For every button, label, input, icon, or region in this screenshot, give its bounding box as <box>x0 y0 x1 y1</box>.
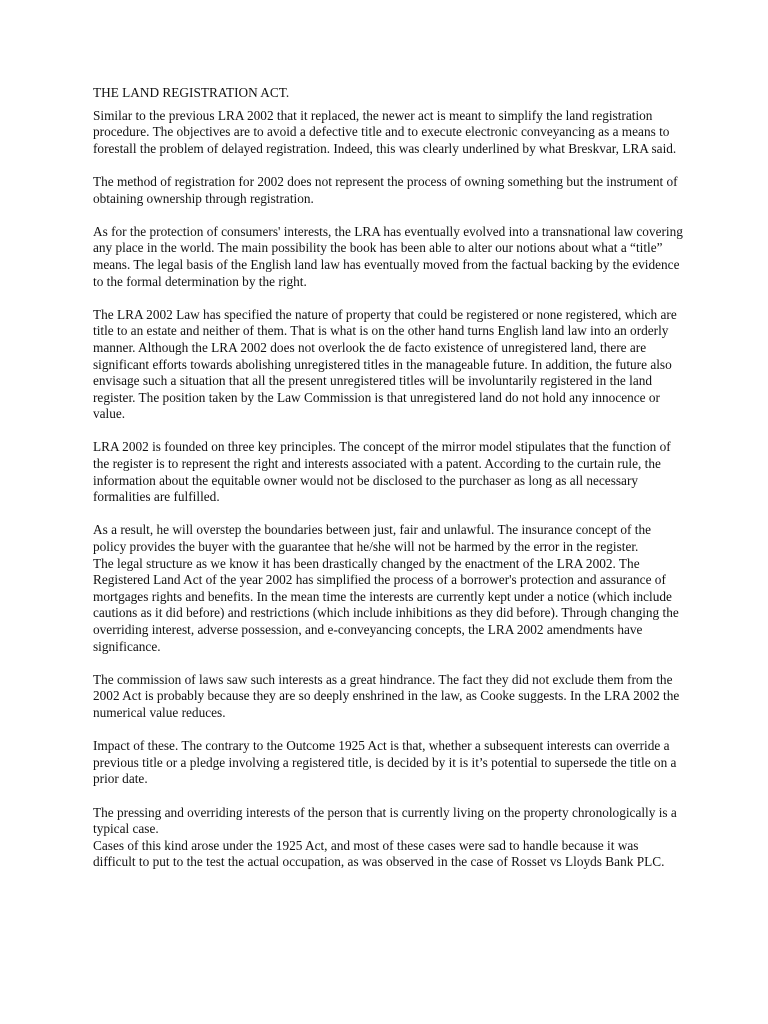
document-title: THE LAND REGISTRATION ACT. <box>93 85 290 100</box>
paragraph-insurance: As a result, he will overstep the boundaries between just, fair and unlawful. The insurance concept of the policy provides the buyer with the guarantee that he/she will not be harmed by the error in the register. <box>93 522 652 555</box>
paragraph-overriding-interests: The pressing and overriding interests of the person that is currently living on the property chronologically is a typical case. <box>93 804 677 837</box>
paragraph-commission: The commission of laws saw such interests as a great hindrance. The fact they did not exclude them from the 2002 Act is probably because they are so deeply enshrined in the law, as Cooke suggests. In the LRA 2002 the numerical value reduces. <box>93 671 680 720</box>
paragraph-property-nature: The LRA 2002 Law has specified the nature of property that could be registered or none registered, which are title to an estate and neither of them. That is what is on the other hand turns English land law into an orderly manner. Although the LRA 2002 does not overlook the de facto existence of unregistered land, there are significant efforts towards abolishing unregistered titles in the manageable future. In addition, the future also envisage such a situation that all the present unregistered titles will be involuntarily registered in the land register. The position taken by the Law Commission is that unregistered land do not hold any innocence or value. <box>93 306 677 422</box>
paragraph-consumer-protection: As for the protection of consumers' interests, the LRA has eventually evolved into a transnational law covering any place in the world. The main possibility the book has been able to alter our notions about what a “title” means. The legal basis of the English land law has eventually moved from the factual backing by the evidence to the formal determination by the right. <box>93 223 683 289</box>
paragraph-principles: LRA 2002 is founded on three key principles. The concept of the mirror model stipulates that the function of the register is to represent the right and interests associated with a patent. According to the curtain rule, the information about the equitable owner would not be disclosed to the purchaser as long as all necessary formalities are fulfilled. <box>93 439 671 505</box>
paragraph-legal-structure: The legal structure as we know it has been drastically changed by the enactment of the LRA 2002. The Registered Land Act of the year 2002 has simplified the process of a borrower's protection and assurance of mortgages rights and benefits. In the mean time the interests are currently kept under a notice (which include cautions as it did before) and restrictions (which include inhibitions as they did before). Through changing the overriding interest, adverse possession, and e-conveyancing concepts, the LRA 2002 amendments have significance. <box>93 555 679 654</box>
paragraph-intro: Similar to the previous LRA 2002 that it replaced, the newer act is meant to simplify the land registration procedure. The objectives are to avoid a defective title and to execute electronic conveyancing as a means to forestall the problem of delayed registration. Indeed, this was clearly underlined by what Breskvar, LRA said. <box>93 107 677 156</box>
paragraph-method: The method of registration for 2002 does not represent the process of owning something but the instrument of obtaining ownership through registration. <box>93 173 678 206</box>
paragraph-impact: Impact of these. The contrary to the Outcome 1925 Act is that, whether a subsequent interests can override a previous title or a pledge involving a registered title, is decided by it is it’s potential to supersede the title on a prior date. <box>93 738 677 787</box>
paragraph-cases: Cases of this kind arose under the 1925 Act, and most of these cases were sad to handle because it was difficult to put to the test the actual occupation, as was observed in the case of Rosset vs Lloyds Bank PLC. <box>93 837 665 870</box>
document-body <box>93 85 683 871</box>
